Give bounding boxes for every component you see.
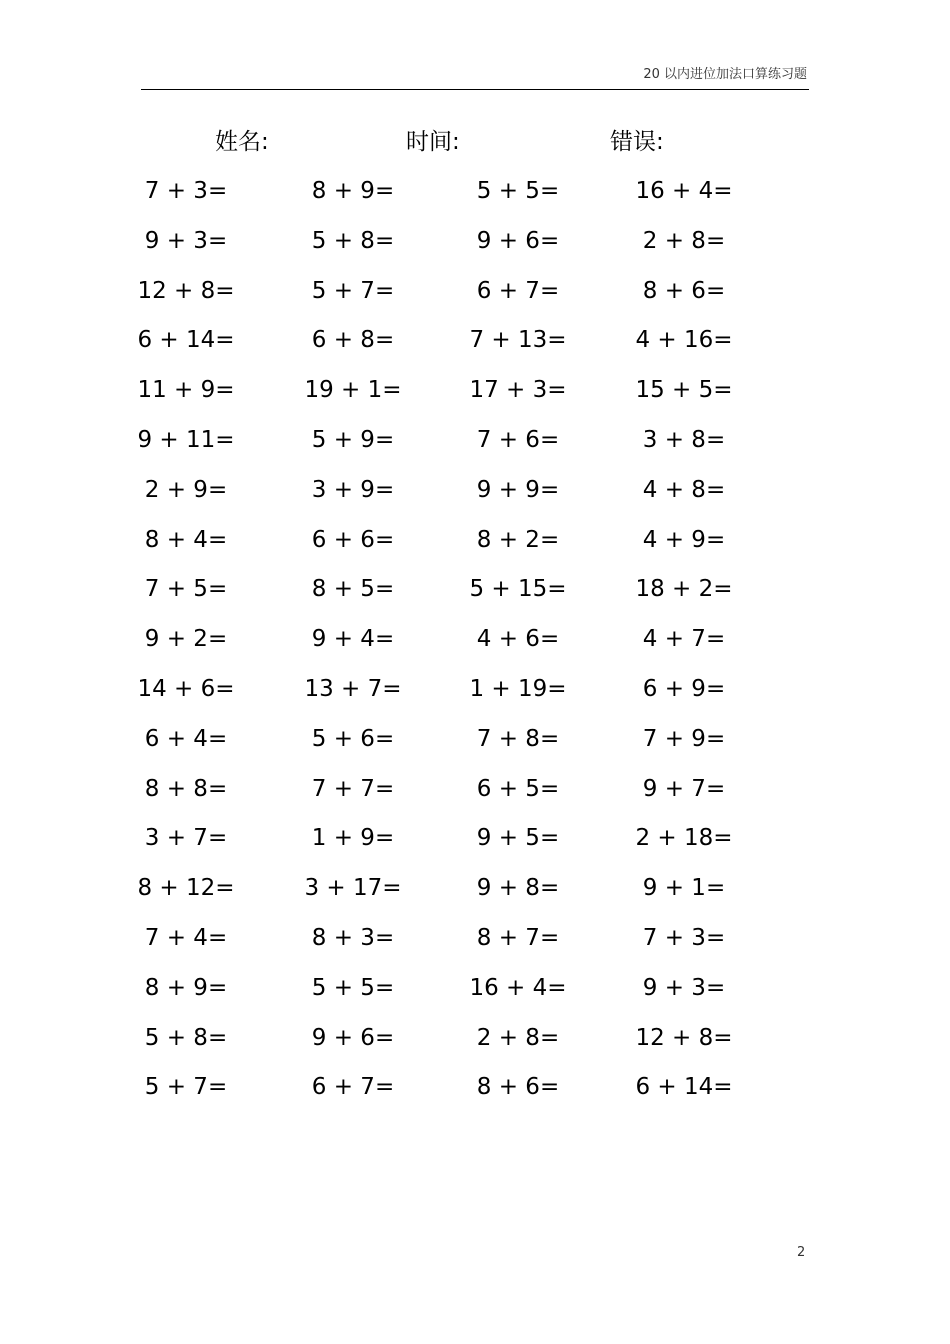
problem-cell: 3 + 8= — [642, 426, 726, 453]
problem-cell: 7 + 13= — [469, 327, 567, 354]
problem-cell: 17 + 3= — [469, 377, 567, 404]
problem-cell: 5 + 7= — [144, 1074, 228, 1101]
problem-cell: 9 + 5= — [476, 825, 560, 852]
problem-cell: 16 + 4= — [469, 974, 567, 1001]
problem-row — [0, 465, 950, 515]
problem-cell: 3 + 9= — [311, 476, 395, 503]
problem-cell: 8 + 7= — [476, 924, 560, 951]
problem-cell: 6 + 9= — [642, 675, 726, 702]
problem-grid — [0, 166, 950, 1112]
problem-cell: 8 + 6= — [476, 1074, 560, 1101]
problem-cell: 4 + 7= — [642, 626, 726, 653]
problem-cell: 5 + 6= — [311, 725, 395, 752]
problem-row — [0, 564, 950, 614]
problem-row — [0, 714, 950, 764]
running-header-title: 20 以内进位加法口算练习题 — [643, 67, 807, 82]
problem-cell: 9 + 4= — [311, 626, 395, 653]
problem-cell: 5 + 8= — [144, 1024, 228, 1051]
problem-cell: 4 + 9= — [642, 526, 726, 553]
problem-cell: 13 + 7= — [304, 675, 402, 702]
problem-row — [0, 764, 950, 814]
problem-cell: 5 + 9= — [311, 426, 395, 453]
problem-cell: 15 + 5= — [635, 377, 733, 404]
problem-cell: 1 + 19= — [469, 675, 567, 702]
problem-cell: 9 + 6= — [476, 227, 560, 254]
problem-row — [0, 266, 950, 316]
problem-cell: 7 + 6= — [476, 426, 560, 453]
problem-cell: 7 + 3= — [642, 924, 726, 951]
problem-cell: 5 + 5= — [476, 178, 560, 204]
problem-cell: 5 + 15= — [469, 576, 567, 603]
problem-cell: 7 + 8= — [476, 725, 560, 752]
problem-cell: 4 + 6= — [476, 626, 560, 653]
problem-cell: 3 + 7= — [144, 825, 228, 852]
header-divider — [141, 89, 809, 90]
problem-cell: 8 + 4= — [144, 526, 228, 553]
problem-cell: 8 + 9= — [144, 974, 228, 1001]
problem-cell: 8 + 5= — [311, 576, 395, 603]
problem-row — [0, 614, 950, 664]
problem-cell: 5 + 7= — [311, 277, 395, 304]
problem-cell: 9 + 9= — [476, 476, 560, 503]
problem-cell: 9 + 7= — [642, 775, 726, 802]
problem-cell: 5 + 5= — [311, 974, 395, 1001]
problem-cell: 6 + 7= — [311, 1074, 395, 1101]
problem-row — [0, 515, 950, 565]
problem-cell: 7 + 7= — [311, 775, 395, 802]
problem-cell: 6 + 4= — [144, 725, 228, 752]
problem-cell: 12 + 8= — [137, 277, 235, 304]
student-info-row — [0, 122, 950, 162]
problem-cell: 9 + 1= — [642, 875, 726, 902]
problem-row — [0, 1062, 950, 1112]
problem-cell: 6 + 14= — [635, 1074, 733, 1101]
problem-cell: 14 + 6= — [137, 675, 235, 702]
problem-cell: 8 + 9= — [311, 178, 395, 204]
problem-cell: 4 + 16= — [635, 327, 733, 354]
problem-cell: 7 + 4= — [144, 924, 228, 951]
problem-cell: 2 + 8= — [476, 1024, 560, 1051]
problem-cell: 6 + 6= — [311, 526, 395, 553]
problem-cell: 9 + 3= — [144, 227, 228, 254]
problem-cell: 7 + 9= — [642, 725, 726, 752]
problem-cell: 6 + 8= — [311, 327, 395, 354]
problem-row — [0, 415, 950, 465]
problem-cell: 18 + 2= — [635, 576, 733, 603]
problem-cell: 9 + 2= — [144, 626, 228, 653]
problem-cell: 9 + 3= — [642, 974, 726, 1001]
problem-cell: 6 + 7= — [476, 277, 560, 304]
problem-cell: 7 + 5= — [144, 576, 228, 603]
page-number: 2 — [797, 1245, 806, 1260]
problem-row — [0, 216, 950, 266]
problem-cell: 2 + 8= — [642, 227, 726, 254]
problem-cell: 6 + 5= — [476, 775, 560, 802]
problem-row — [0, 963, 950, 1013]
time-label: 时间: — [406, 129, 460, 155]
problem-cell: 1 + 9= — [311, 825, 395, 852]
problem-cell: 4 + 8= — [642, 476, 726, 503]
problem-cell: 11 + 9= — [137, 377, 235, 404]
problem-cell: 8 + 3= — [311, 924, 395, 951]
problem-cell: 7 + 3= — [144, 178, 228, 204]
problem-cell: 8 + 6= — [642, 277, 726, 304]
problem-row — [0, 863, 950, 913]
problem-cell: 3 + 17= — [304, 875, 402, 902]
problem-row — [0, 813, 950, 863]
problem-cell: 12 + 8= — [635, 1024, 733, 1051]
problem-row — [0, 365, 950, 415]
problem-row — [0, 664, 950, 714]
problem-cell: 8 + 2= — [476, 526, 560, 553]
problem-cell: 8 + 12= — [137, 875, 235, 902]
problem-cell: 9 + 6= — [311, 1024, 395, 1051]
problem-cell: 5 + 8= — [311, 227, 395, 254]
problem-cell: 16 + 4= — [635, 178, 733, 204]
problem-cell: 19 + 1= — [304, 377, 402, 404]
problem-cell: 9 + 8= — [476, 875, 560, 902]
problem-cell: 9 + 11= — [137, 426, 235, 453]
problem-row — [0, 166, 950, 216]
problem-row — [0, 913, 950, 963]
errors-label: 错误: — [610, 129, 664, 155]
problem-cell: 2 + 18= — [635, 825, 733, 852]
problem-row — [0, 315, 950, 365]
problem-row — [0, 1013, 950, 1063]
problem-cell: 6 + 14= — [137, 327, 235, 354]
name-label: 姓名: — [215, 129, 269, 155]
problem-cell: 2 + 9= — [144, 476, 228, 503]
problem-cell: 8 + 8= — [144, 775, 228, 802]
